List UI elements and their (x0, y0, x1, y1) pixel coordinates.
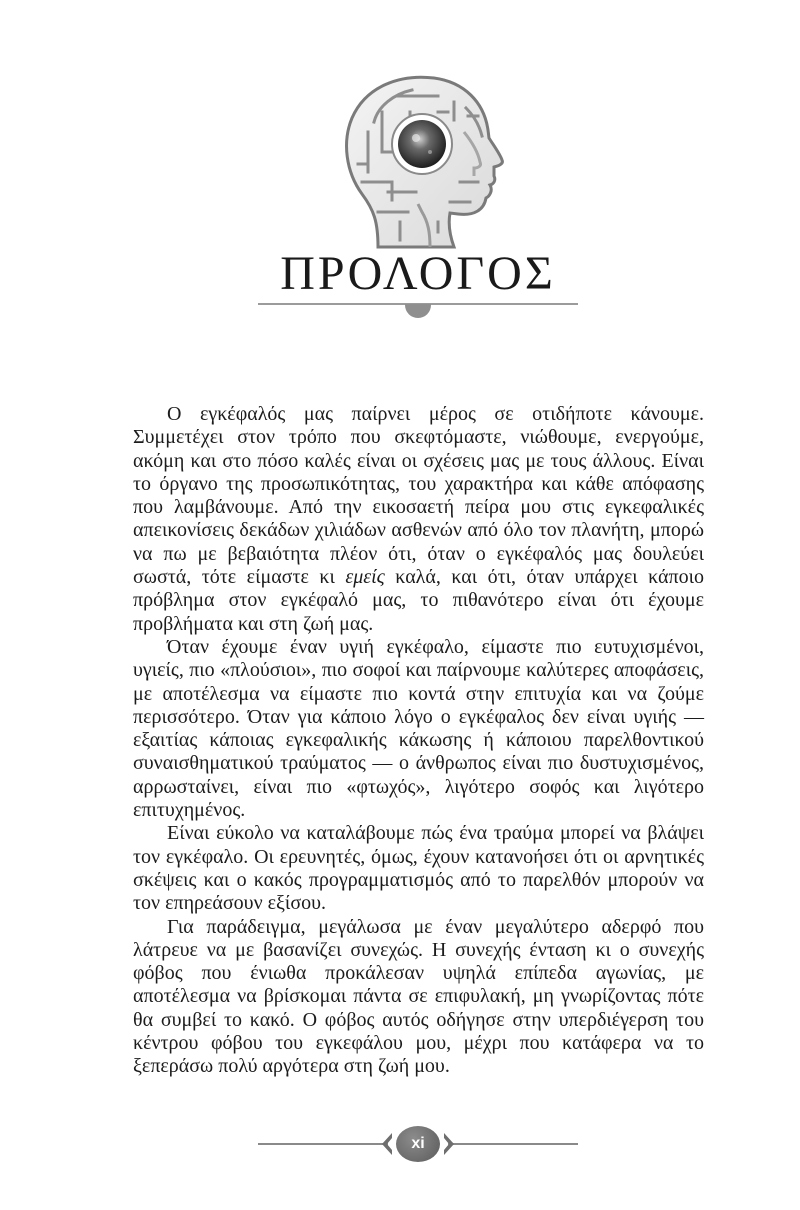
footer-divider-left (258, 1143, 388, 1145)
page-number: xi (396, 1126, 440, 1162)
footer-divider-right (448, 1143, 578, 1145)
footer-left-cap-icon (382, 1133, 392, 1155)
emphasis-text: εμείς (345, 566, 385, 589)
paragraph: Όταν έχουμε έναν υγιή εγκέφαλο, είμαστε πιο ευτυχισμένοι, υγιείς, πιο «πλούσιοι», πιο σοφοί και παίρνουμε καλύτερες αποφάσεις, με αποτέλεσμα να είμαστε πιο κοντά στην επιτυχία και να ζούμε περισσότερο. Όταν για κάποιο λόγο ο εγκέφαλος δεν είναι υγιής — εξαιτίας κάποιας εγκεφαλικής κάκωσης ή κάποιου παρελθοντικού συναισθηματικού τραύματος — ο άνθρωπος είναι πιο δυστυχισμένος, αρρωσταίνει, είναι πιο «φτωχός», λιγότερο σοφός και λιγότερο επιτυχημένος. (133, 635, 704, 822)
title-divider-ornament (405, 304, 431, 318)
chapter-title: ΠΡΟΛΟΓΟΣ (280, 247, 556, 300)
footer-right-cap-icon (444, 1133, 454, 1155)
maze-head-profile-icon (338, 72, 508, 250)
prologue-body (133, 403, 704, 1079)
paragraph: Είναι εύκολο να καταλάβουμε πώς ένα τραύμα μπορεί να βλάψει τον εγκέφαλο. Οι ερευνητές, όμως, έχουν κατανοήσει ότι οι αρνητικές σκέψεις και ο κακός προγραμματισμός από το παρελθόν μπορούν να τον επηρεάσουν εξίσου. (133, 822, 704, 915)
paragraph: Για παράδειγμα, μεγάλωσα με έναν μεγαλύτερο αδερφό που λάτρευε να με βασανίζει συνεχώς. Η συνεχής ένταση κι ο συνεχής φόβος που ένιωθα προκάλεσαν υψηλά επίπεδα αγωνίας, με αποτέλεσμα να βρίσκομαι πάντα σε επιφυλακή, μη γνωρίζοντας πότε θα συμβεί το κακό. Ο φόβος αυτός οδήγησε στην υπερδιέγερση του κέντρου φόβου του εγκεφάλου μου, μέχρι που κατάφερα να το ξεπεράσω πολύ αργότερα στη ζωή μου. (133, 915, 704, 1078)
paragraph: Ο εγκέφαλός μας παίρνει μέρος σε οτιδήποτε κάνουμε. Συμμετέχει στον τρόπο που σκεφτόμαστε, νιώθουμε, ενεργούμε, ακόμη και στο πόσο καλές είναι οι σχέσεις μας με τους άλλους. Είναι το όργανο της προσωπικότητας, του χαρακτήρα και κάθε απόφασης που λαμβάνουμε. Από την εικοσαετή πείρα μου στις εγκεφαλικές απεικονίσεις δεκάδων χιλιάδων ασθενών από όλο τον πλανήτη, μπορώ να πω με βεβαιότητα πλέον ότι, όταν ο εγκέφαλός μας δουλεύει σωστά, τότε είμαστε κι εμείς καλά, και ότι, όταν υπάρχει κάποιο πρόβλημα στον εγκέφαλό μας, το πιθανότερο είναι ότι έχουμε προβλήματα και στη ζωή μας. (133, 403, 704, 635)
